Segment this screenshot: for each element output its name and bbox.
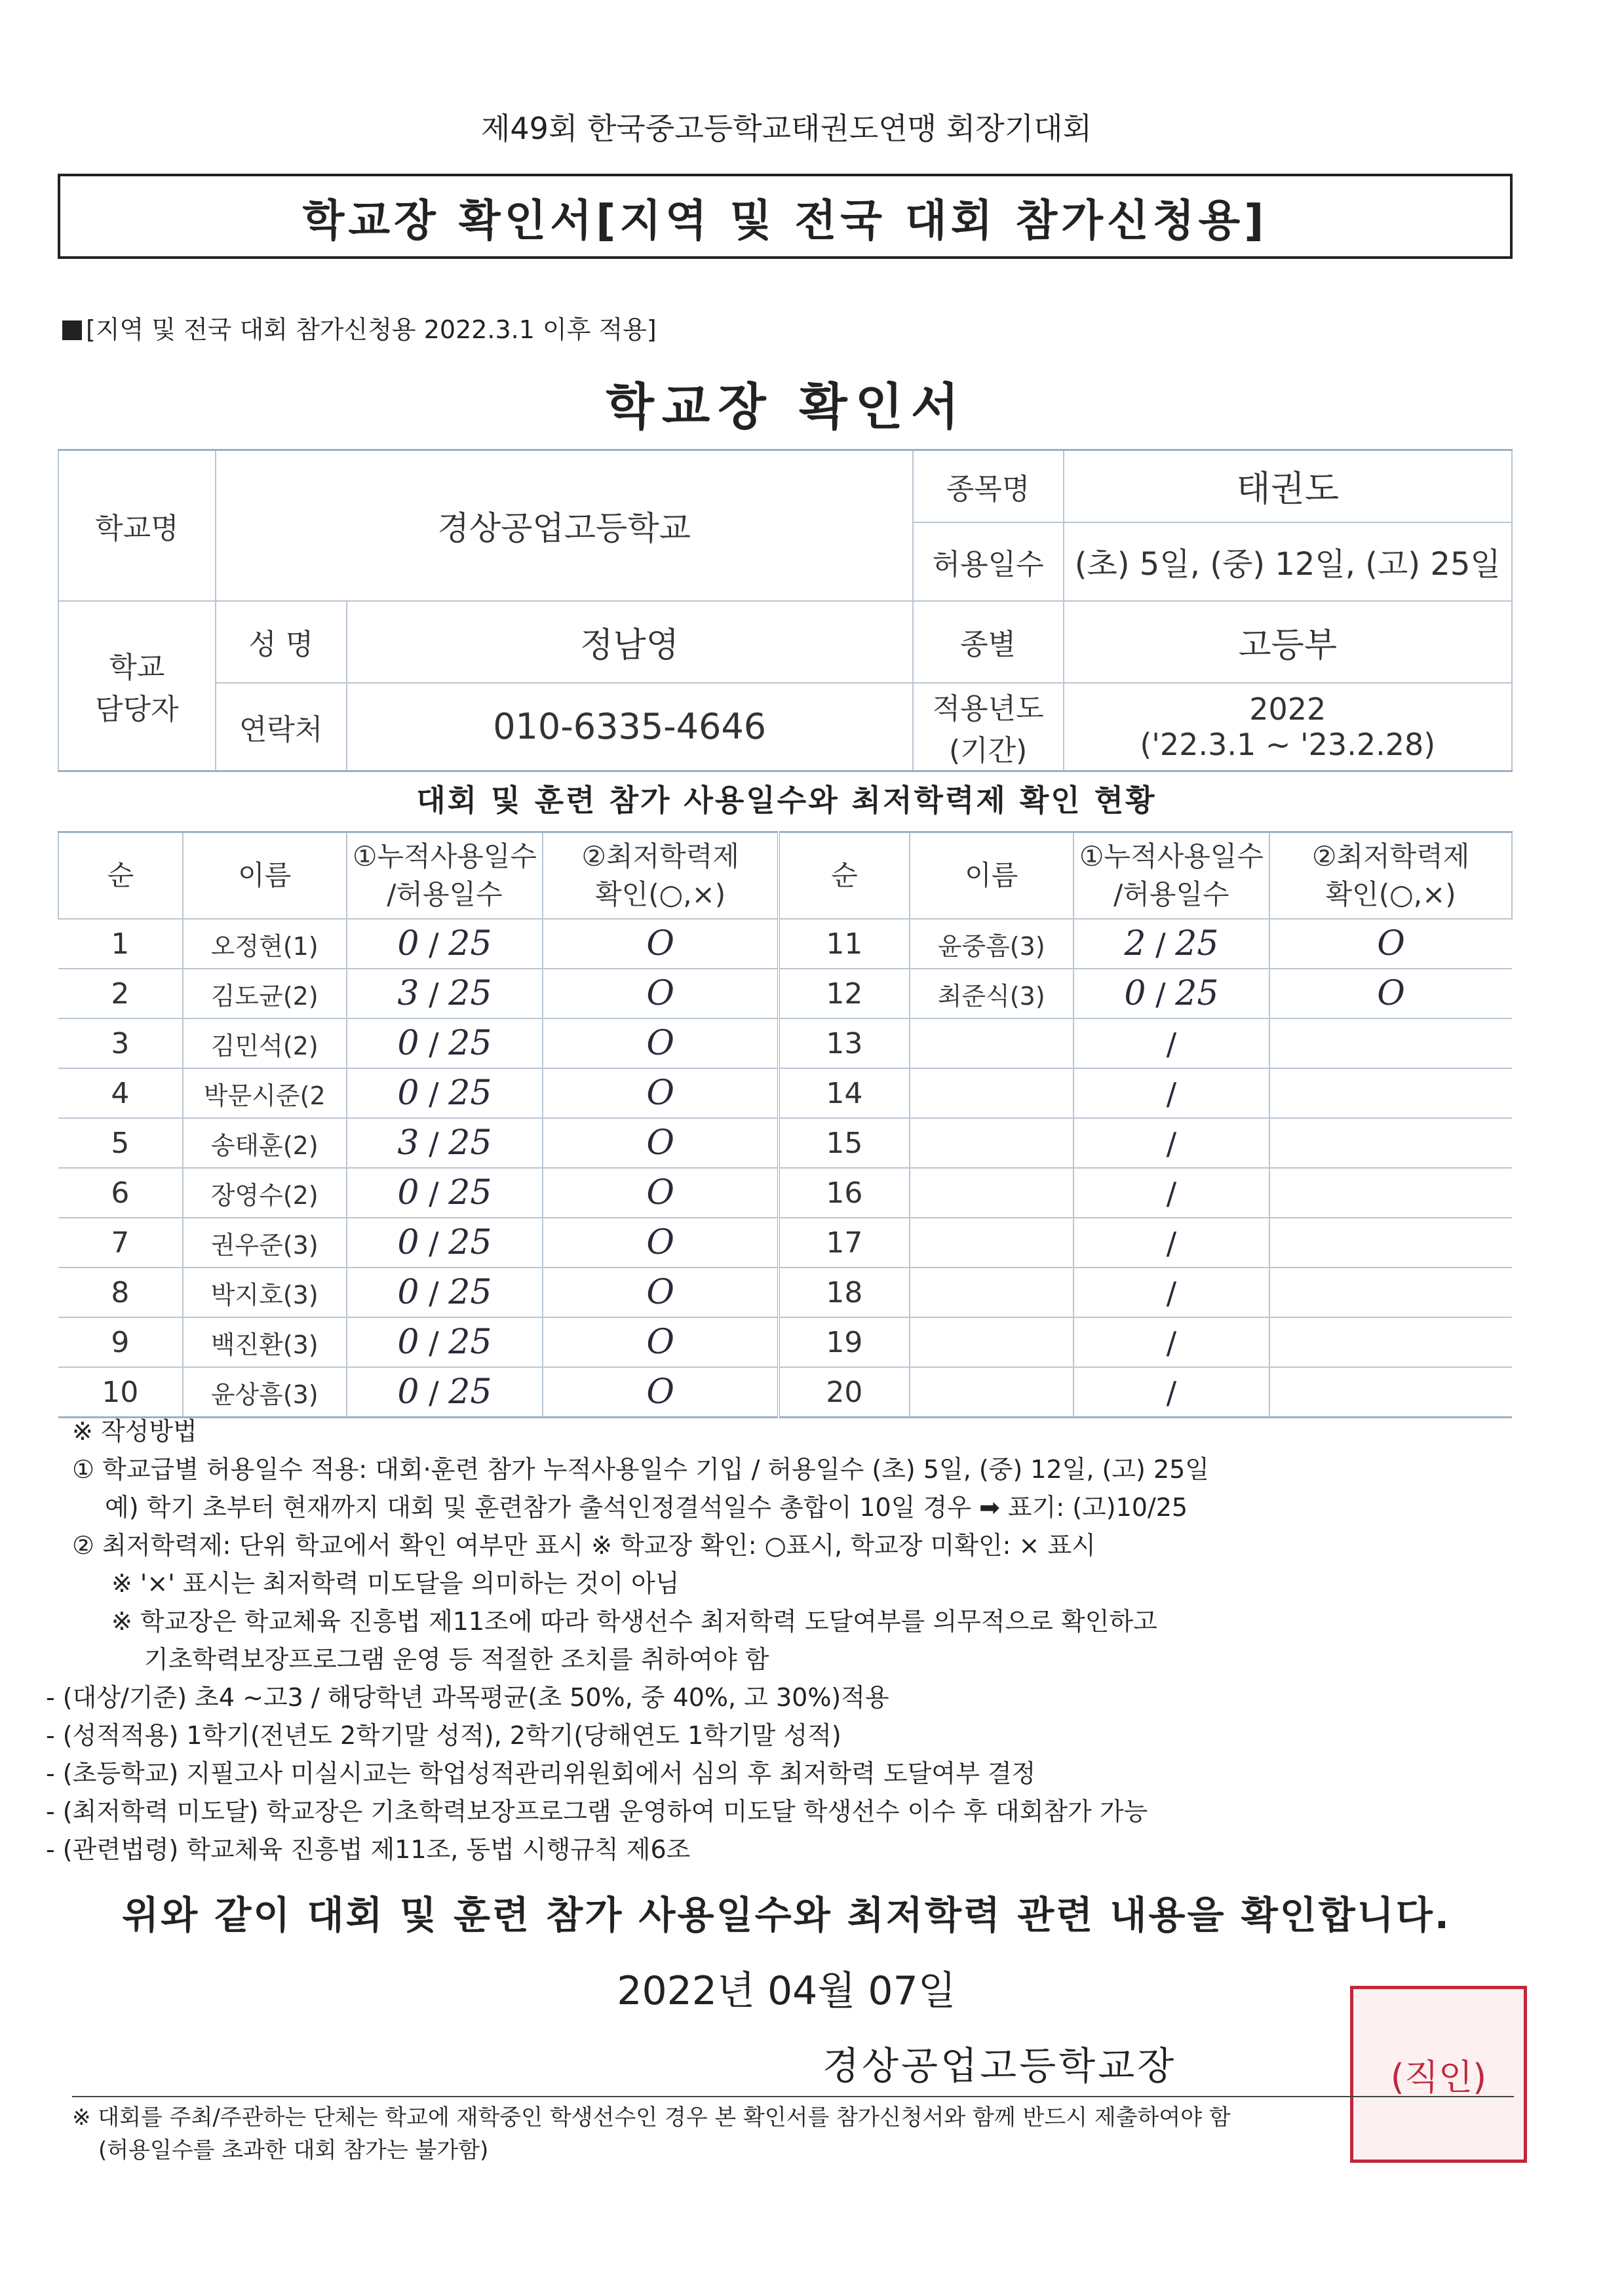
row-days-left [347, 1367, 543, 1418]
used-days: 3 [397, 974, 419, 1013]
year-label-line1: 적용년도 [932, 691, 1044, 726]
row-academic-left [543, 1317, 779, 1367]
slash-separator: / [419, 977, 449, 1012]
head-name-right: 이름 [910, 832, 1073, 920]
row-no-right [779, 1317, 910, 1367]
row-academic-right [1269, 1118, 1512, 1168]
used-days: 0 [397, 1074, 419, 1113]
row-days-right [1073, 1018, 1270, 1068]
academic-check: O [1377, 974, 1405, 1013]
head-academic-left-2: 확인(○,×) [595, 878, 726, 910]
note-dash-3: - (초등학교) 지필고사 미실시교는 학업성적관리위원회에서 심의 후 최저학력 도달여부 결정 [46, 1759, 1036, 1788]
allowed-days-value: (초) 5일, (중) 12일, (고) 25일 [1064, 522, 1512, 601]
row-name-right [910, 1018, 1073, 1068]
row-days-right [1073, 1317, 1270, 1367]
slash-separator: / [1166, 1026, 1177, 1062]
row-no: 8 [111, 1275, 130, 1309]
slash-separator: / [419, 1126, 449, 1161]
phone-label: 연락처 [216, 683, 347, 771]
row-name-left [183, 969, 347, 1018]
row-no-left [58, 1367, 183, 1418]
row-no-left [58, 969, 183, 1018]
row-no: 20 [826, 1375, 863, 1409]
row-academic-right [1269, 1367, 1512, 1418]
row-no: 3 [111, 1026, 130, 1060]
row-days-left [347, 1317, 543, 1367]
used-days: 0 [397, 1323, 419, 1362]
row-academic-right [1269, 1317, 1512, 1367]
row-no: 10 [102, 1375, 139, 1409]
note-dash-4: - (최저학력 미도달) 학교장은 기초학력보장프로그램 운영하여 미도달 학생선수 이수 후 대회참가 가능 [46, 1797, 1148, 1826]
row-no: 5 [111, 1126, 130, 1160]
row-no: 19 [826, 1325, 863, 1359]
row-name-right [910, 919, 1073, 969]
student-name: 송태훈(2) [210, 1131, 319, 1160]
slash-separator: / [1166, 1076, 1177, 1112]
academic-check: O [1377, 924, 1405, 963]
student-name: 윤상흠(3) [210, 1380, 319, 1409]
contact-label-line2: 담당자 [95, 693, 179, 727]
row-no-left [58, 1268, 183, 1317]
row-days-left [347, 1068, 543, 1118]
row-name-left [183, 1218, 347, 1268]
row-no: 18 [826, 1275, 863, 1309]
roster-table [58, 831, 1513, 1418]
year-value [1064, 683, 1512, 771]
row-academic-left [543, 1268, 779, 1317]
row-name-right [910, 1268, 1073, 1317]
row-days-right [1073, 969, 1270, 1018]
academic-check: O [646, 1123, 674, 1163]
student-name: 김도균(2) [210, 981, 319, 1011]
seal-text: (직인) [1390, 2056, 1487, 2098]
row-name-right [910, 1118, 1073, 1168]
slash-separator: / [1146, 977, 1176, 1012]
head-academic-right [1269, 832, 1512, 920]
applies-text: [지역 및 전국 대회 참가신청용 2022.3.1 이후 적용] [86, 315, 657, 344]
row-no-right [779, 1218, 910, 1268]
slash-separator: / [1166, 1176, 1177, 1211]
row-name-left [183, 1268, 347, 1317]
row-academic-left [543, 1367, 779, 1418]
notes-heading: ※ 작성방법 [72, 1417, 197, 1446]
row-days-right [1073, 1168, 1270, 1218]
student-name: 최준식(3) [937, 981, 1045, 1011]
school-value: 경상공업고등학교 [216, 450, 913, 601]
note-2-b: ※ 학교장은 학교체육 진흥법 제11조에 따라 학생선수 최저학력 도달여부를 의무적으로 확인하고 [111, 1607, 1157, 1636]
row-no-right [779, 1018, 910, 1068]
row-days-right [1073, 1118, 1270, 1168]
head-days-right-2: /허용일수 [1113, 878, 1229, 910]
division-label: 종별 [913, 601, 1064, 683]
confirmation-statement: 위와 같이 대회 및 훈련 참가 사용일수와 최저학력 관련 내용을 확인합니다. [122, 1893, 1451, 1937]
table-row [58, 1118, 1512, 1168]
row-name-left [183, 1068, 347, 1118]
slash-separator: / [1166, 1126, 1177, 1161]
row-academic-left [543, 919, 779, 969]
note-1: ① 학교급별 허용일수 적용: 대회·훈련 참가 누적사용일수 기입 / 허용일수 (초) 5일, (중) 12일, (고) 25일 [72, 1455, 1210, 1484]
used-days: 0 [397, 1273, 419, 1312]
row-no-right [779, 1068, 910, 1118]
head-days-left-2: /허용일수 [387, 878, 503, 910]
used-days: 0 [397, 1024, 419, 1063]
allowed-days: 25 [448, 1223, 492, 1262]
head-no-right: 순 [779, 832, 910, 920]
table-row [58, 969, 1512, 1018]
row-academic-right [1269, 1268, 1512, 1317]
row-no: 1 [111, 927, 130, 961]
allowed-days: 25 [448, 1372, 492, 1412]
allowed-days: 25 [448, 974, 492, 1013]
year-label-line2: (기간) [948, 733, 1028, 767]
row-days-right [1073, 1268, 1270, 1317]
academic-check: O [646, 1372, 674, 1412]
head-name-left: 이름 [183, 832, 347, 920]
row-name-left [183, 919, 347, 969]
academic-check: O [646, 1173, 674, 1212]
slash-separator: / [1146, 927, 1176, 962]
row-no-left [58, 1018, 183, 1068]
note-dash-1: - (대상/기준) 초4 ~고3 / 해당학년 과목평균(초 50%, 중 40%, 고 30%)적용 [46, 1683, 889, 1712]
row-academic-left [543, 1168, 779, 1218]
note-1-example: 예) 학기 초부터 현재까지 대회 및 훈련참가 출석인정결석일수 총합이 10일 경우 ➡ 표기: (고)10/25 [105, 1493, 1188, 1522]
student-name: 권우준(3) [210, 1230, 319, 1260]
table-row [58, 1218, 1512, 1268]
sport-label: 종목명 [913, 450, 1064, 522]
table-row [58, 1317, 1512, 1367]
head-academic-right-2: 확인(○,×) [1325, 878, 1456, 910]
student-name: 장영수(2) [210, 1180, 319, 1210]
row-no: 7 [111, 1226, 130, 1260]
row-name-right [910, 1168, 1073, 1218]
school-label: 학교명 [58, 450, 216, 601]
division-value: 고등부 [1064, 601, 1512, 683]
row-days-left [347, 1168, 543, 1218]
name-value: 정남영 [347, 601, 913, 683]
row-name-left [183, 1168, 347, 1218]
table-row [58, 1168, 1512, 1218]
table-row [58, 1068, 1512, 1118]
student-name: 박지호(3) [210, 1280, 319, 1309]
school-info-table [58, 449, 1513, 772]
row-academic-right [1269, 1168, 1512, 1218]
row-no: 6 [111, 1176, 130, 1210]
head-no-left: 순 [58, 832, 183, 920]
row-no: 13 [826, 1026, 863, 1060]
contact-label [58, 601, 216, 771]
event-title: 제49회 한국중고등학교태권도연맹 회장기대회 [480, 111, 1092, 146]
footnote [72, 2096, 1514, 2167]
row-no-right [779, 919, 910, 969]
used-days: 3 [397, 1123, 419, 1163]
table-row [58, 1367, 1512, 1418]
row-academic-right [1269, 1218, 1512, 1268]
contact-label-line1: 학교 [109, 651, 165, 685]
row-name-left [183, 1367, 347, 1418]
row-no-right [779, 1168, 910, 1218]
row-no: 2 [111, 977, 130, 1011]
used-days: 0 [397, 1223, 419, 1262]
sport-value: 태권도 [1064, 450, 1512, 522]
row-days-left [347, 1218, 543, 1268]
slash-separator: / [419, 1026, 449, 1062]
footnote-line2: (허용일수를 초과한 대회 참가는 불가함) [98, 2137, 489, 2163]
title-box [58, 174, 1513, 259]
row-no: 14 [826, 1076, 863, 1110]
row-no-left [58, 919, 183, 969]
year-value-line1: 2022 [1249, 691, 1326, 727]
year-value-line2: ('22.3.1 ~ '23.2.28) [1140, 726, 1436, 762]
head-days-left-1: ①누적사용일수 [352, 840, 537, 872]
allowed-days: 25 [448, 1173, 492, 1212]
row-no-right [779, 1367, 910, 1418]
issue-date: 2022년 04월 07일 [617, 1968, 956, 2014]
used-days: 0 [397, 1372, 419, 1412]
row-no-right [779, 1118, 910, 1168]
row-days-right [1073, 919, 1270, 969]
student-name: 오정현(1) [210, 931, 319, 961]
row-name-right [910, 1367, 1073, 1418]
allowed-days: 25 [448, 1273, 492, 1312]
row-no: 12 [826, 977, 863, 1011]
year-label [913, 683, 1064, 771]
slash-separator: / [419, 1375, 449, 1410]
row-academic-left [543, 1118, 779, 1168]
applies-note [62, 309, 657, 345]
row-no-left [58, 1317, 183, 1367]
row-no-right [779, 1268, 910, 1317]
row-no-left [58, 1168, 183, 1218]
allowed-days: 25 [448, 1123, 492, 1163]
slash-separator: / [419, 1325, 449, 1361]
student-name: 백진환(3) [210, 1330, 319, 1359]
row-no: 11 [826, 927, 863, 961]
row-days-left [347, 1268, 543, 1317]
slash-separator: / [1166, 1325, 1177, 1361]
note-2-c: 기초학력보장프로그램 운영 등 적절한 조치를 취하여야 함 [144, 1645, 769, 1674]
slash-separator: / [419, 1076, 449, 1112]
row-name-left [183, 1118, 347, 1168]
row-days-right [1073, 1218, 1270, 1268]
table-row [58, 919, 1512, 969]
head-academic-right-1: ②최저학력제 [1311, 840, 1470, 872]
row-academic-left [543, 1218, 779, 1268]
note-dash-2: - (성적적용) 1학기(전년도 2학기말 성적), 2학기(당해연도 1학기말 성적) [46, 1721, 841, 1750]
academic-check: O [646, 1273, 674, 1312]
student-name: 김민석(2) [210, 1031, 319, 1060]
row-no: 4 [111, 1076, 130, 1110]
phone-value: 010-6335-4646 [347, 683, 913, 771]
row-no-left [58, 1118, 183, 1168]
row-days-right [1073, 1367, 1270, 1418]
row-name-left [183, 1317, 347, 1367]
row-academic-right [1269, 1068, 1512, 1118]
head-academic-left [543, 832, 779, 920]
slash-separator: / [419, 1275, 449, 1311]
academic-check: O [646, 1223, 674, 1262]
head-days-left [347, 832, 543, 920]
row-name-right [910, 1218, 1073, 1268]
row-academic-left [543, 969, 779, 1018]
name-label: 성 명 [216, 601, 347, 683]
used-days: 0 [1124, 974, 1146, 1013]
head-academic-left-1: ②최저학력제 [581, 840, 739, 872]
row-name-left [183, 1018, 347, 1068]
instructions [46, 1412, 1514, 1869]
slash-separator: / [419, 1176, 449, 1211]
box-title: 학교장 확인서[지역 및 전국 대회 참가신청용] [302, 195, 1268, 246]
allowed-days: 25 [1175, 924, 1219, 963]
allowed-days-label: 허용일수 [913, 522, 1064, 601]
slash-separator: / [1166, 1226, 1177, 1261]
allowed-days: 25 [1175, 974, 1219, 1013]
row-name-right [910, 1317, 1073, 1367]
table-row [58, 1268, 1512, 1317]
row-days-left [347, 1118, 543, 1168]
academic-check: O [646, 924, 674, 963]
footnote-line1: ※ 대회를 주최/주관하는 단체는 학교에 재학중인 학생선수인 경우 본 확인서를 참가신청서와 함께 반드시 제출하여야 함 [72, 2104, 1231, 2131]
used-days: 0 [397, 924, 419, 963]
row-days-right [1073, 1068, 1270, 1118]
academic-check: O [646, 1024, 674, 1063]
student-name: 윤중흠(3) [937, 931, 1045, 961]
row-days-left [347, 969, 543, 1018]
row-academic-left [543, 1068, 779, 1118]
academic-check: O [646, 974, 674, 1013]
row-academic-right [1269, 1018, 1512, 1068]
row-name-right [910, 1068, 1073, 1118]
row-academic-left [543, 1018, 779, 1068]
slash-separator: / [419, 1226, 449, 1261]
row-days-left [347, 919, 543, 969]
note-2: ② 최저학력제: 단위 학교에서 확인 여부만 표시 ※ 학교장 확인: ○표시, 학교장 미확인: × 표시 [72, 1531, 1096, 1560]
principal-signature: 경상공업고등학교장 [822, 2044, 1177, 2088]
allowed-days: 25 [448, 924, 492, 963]
square-bullet-icon [62, 320, 82, 340]
roster-subtitle: 대회 및 훈련 참가 사용일수와 최저학력제 확인 현황 [416, 783, 1157, 818]
note-2-a: ※ '×' 표시는 최저학력 미도달을 의미하는 것이 아님 [111, 1569, 680, 1598]
academic-check: O [646, 1074, 674, 1113]
allowed-days: 25 [448, 1024, 492, 1063]
head-days-right-1: ①누적사용일수 [1079, 840, 1264, 872]
table-row [58, 1018, 1512, 1068]
row-no: 16 [826, 1176, 863, 1210]
row-no-right [779, 969, 910, 1018]
document-title: 학교장 확인서 [606, 378, 967, 436]
allowed-days: 25 [448, 1323, 492, 1362]
student-name: 박문시준(2 [203, 1081, 326, 1110]
slash-separator: / [1166, 1275, 1177, 1311]
row-no: 15 [826, 1126, 863, 1160]
row-no: 17 [826, 1226, 863, 1260]
slash-separator: / [1166, 1375, 1177, 1410]
row-no-left [58, 1068, 183, 1118]
row-name-right [910, 969, 1073, 1018]
slash-separator: / [419, 927, 449, 962]
used-days: 2 [1124, 924, 1146, 963]
row-no-left [58, 1218, 183, 1268]
academic-check: O [646, 1323, 674, 1362]
head-days-right [1073, 832, 1270, 920]
allowed-days: 25 [448, 1074, 492, 1113]
note-dash-5: - (관련법령) 학교체육 진흥법 제11조, 동법 시행규칙 제6조 [46, 1835, 691, 1864]
row-days-left [347, 1018, 543, 1068]
row-academic-right [1269, 919, 1512, 969]
used-days: 0 [397, 1173, 419, 1212]
row-no: 9 [111, 1325, 130, 1359]
row-academic-right [1269, 969, 1512, 1018]
